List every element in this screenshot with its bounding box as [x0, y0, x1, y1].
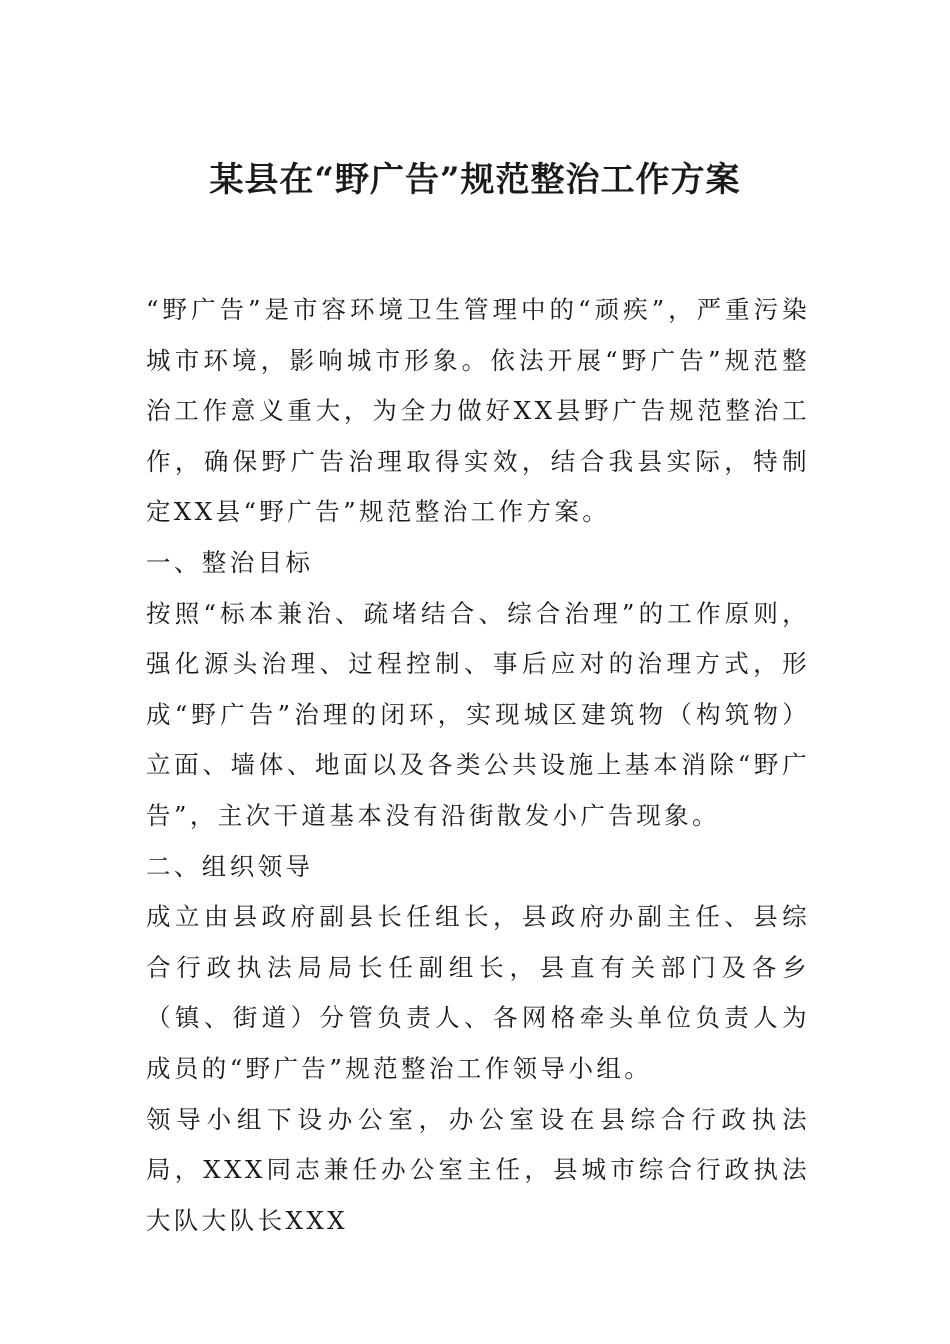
document-title: 某县在“野广告”规范整治工作方案 — [209, 160, 741, 200]
intro-paragraph: “野广告”是市容环境卫生管理中的“顽疾”，严重污染城市环境，影响城市形象。依法开展“野广告”规范整治工作意义重大，为全力做好XX县野广告规范整治工作，确保野广告治理取得实效，结合我县实际，特制定XX县“野广告”规范整治工作方案。 — [146, 295, 810, 527]
organization-paragraph: 成立由县政府副县长任组长，县政府办副主任、县综合行政执法局局长任副组长，县直有关部门及各乡（镇、街道）分管负责人、各网格牵头单位负责人为成员的“野广告”规范整治工作领导小组。 — [146, 902, 810, 1083]
section-heading-goals: 一、整治目标 — [146, 547, 314, 577]
goals-paragraph: 按照“标本兼治、疏堵结合、综合治理”的工作原则，强化源头治理、过程控制、事后应对的治理方式，形成“野广告”治理的闭环，实现城区建筑物（构筑物）立面、墙体、地面以及各类公共设施上基本消除“野广告”，主次干道基本没有沿街散发小广告现象。 — [146, 598, 810, 830]
document-body — [146, 285, 810, 1246]
office-paragraph: 领导小组下设办公室，办公室设在县综合行政执法局，XXX同志兼任办公室主任，县城市综合行政执法大队大队长XXX — [146, 1104, 810, 1235]
section-heading-organization: 二、组织领导 — [146, 851, 314, 881]
